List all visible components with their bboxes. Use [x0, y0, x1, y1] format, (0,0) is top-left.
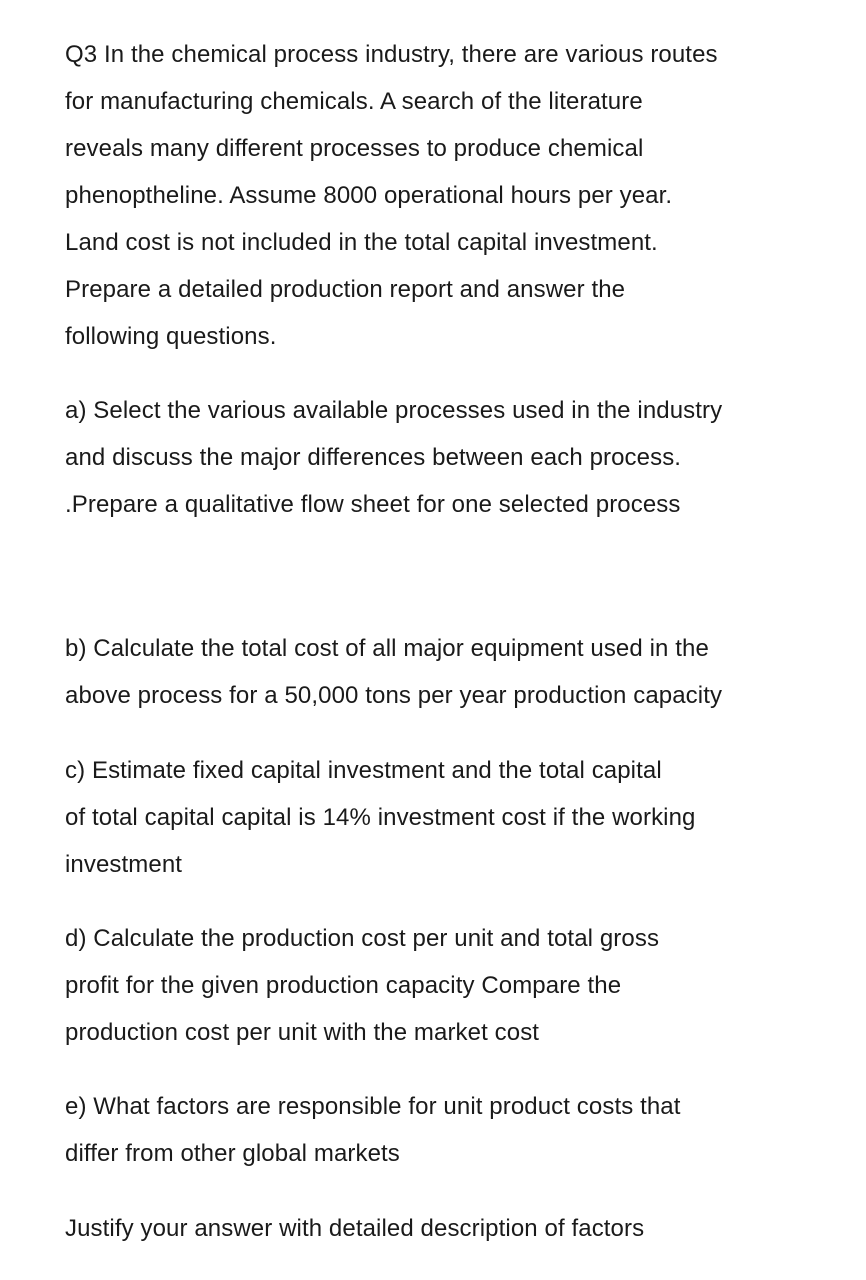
question-line: phenoptheline. Assume 8000 operational hours per year. — [65, 182, 673, 209]
part-d-line: profit for the given production capacity Compare the — [65, 972, 622, 999]
part-c-line: investment — [65, 851, 183, 878]
part-a-line: and discuss the major differences between each process. — [65, 444, 682, 471]
part-d-line: production cost per unit with the market cost — [65, 1019, 540, 1046]
part-c-line: c) Estimate fixed capital investment and the total capital — [65, 757, 662, 784]
question-line: following questions. — [65, 323, 277, 350]
part-a-line: .Prepare a qualitative flow sheet for one selected process — [65, 491, 681, 518]
part-e-line: e) What factors are responsible for unit product costs that — [65, 1093, 681, 1120]
part-b-line: b) Calculate the total cost of all major equipment used in the — [65, 635, 709, 662]
question-line: for manufacturing chemicals. A search of the literature — [65, 88, 643, 115]
part-b-line: above process for a 50,000 tons per year production capacity — [65, 682, 723, 709]
question-line: Land cost is not included in the total capital investment. — [65, 229, 658, 256]
part-c-line: of total capital capital is 14% investment cost if the working — [65, 804, 696, 831]
question-line: Q3 In the chemical process industry, there are various routes — [65, 41, 718, 68]
part-e-line: differ from other global markets — [65, 1140, 400, 1167]
part-a-line: a) Select the various available processes used in the industry — [65, 397, 723, 424]
part-d-line: d) Calculate the production cost per unit and total gross — [65, 925, 660, 952]
question-line: Prepare a detailed production report and answer the — [65, 276, 626, 303]
question-line: reveals many different processes to produce chemical — [65, 135, 644, 162]
closing-instruction: Justify your answer with detailed description of factors — [65, 1215, 645, 1242]
